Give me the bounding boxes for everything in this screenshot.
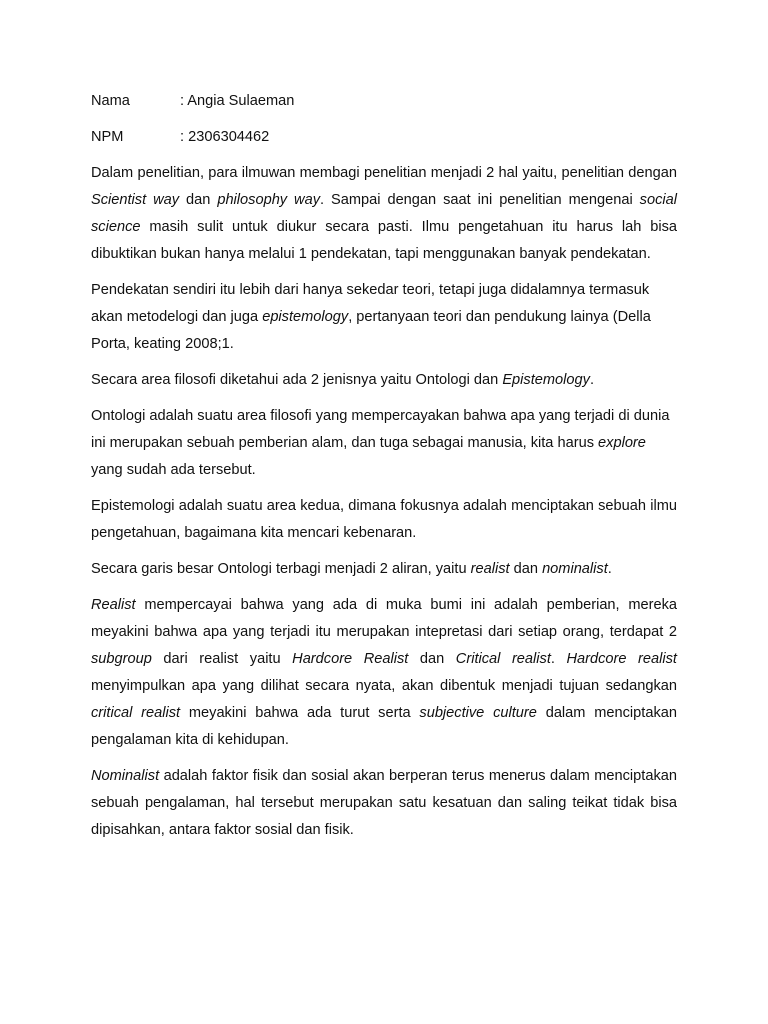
name-row — [91, 88, 677, 115]
italic-text: critical realist — [91, 705, 181, 721]
paragraph-list — [91, 160, 677, 844]
italic-text: epistemology — [262, 309, 349, 325]
name-label: Nama — [91, 93, 130, 109]
italic-text: subjective culture — [419, 705, 537, 721]
paragraph-text: Secara garis besar Ontologi terbagi menjadi 2 aliran, yaitu — [91, 561, 471, 577]
paragraph-text: Dalam penelitian, para ilmuwan membagi penelitian menjadi 2 hal yaitu, penelitian dengan — [91, 165, 677, 181]
paragraph-text: dan — [408, 651, 456, 667]
italic-text: nominalist — [542, 561, 608, 577]
italic-text: Critical realist — [455, 651, 551, 667]
body-paragraph — [91, 556, 677, 583]
paragraph-text: dan — [179, 192, 218, 208]
paragraph-text: menyimpulkan apa yang dilihat secara nyata, akan dibentuk menjadi tujuan sedangkan — [91, 678, 677, 694]
body-paragraph — [91, 403, 677, 484]
paragraph-text: dari realist yaitu — [151, 651, 293, 667]
italic-text: social science — [91, 192, 677, 235]
paragraph-text: Epistemologi adalah suatu area kedua, dimana fokusnya adalah menciptakan sebuah ilmu pengetahuan, bagaimana kita mencari kebenaran. — [91, 498, 677, 541]
name-value: : Angia Sulaeman — [180, 93, 295, 109]
paragraph-text: . — [550, 651, 567, 667]
npm-row — [91, 124, 677, 151]
paragraph-text: adalah faktor fisik dan sosial akan berperan terus menerus dalam menciptakan sebuah pengalaman, hal tersebut merupakan satu kesatuan dan saling teikat tidak bisa dipisahkan, antara faktor sosial dan fisik. — [91, 768, 677, 838]
body-paragraph — [91, 592, 677, 754]
paragraph-text: yang sudah ada tersebut. — [91, 462, 256, 478]
body-paragraph — [91, 493, 677, 547]
body-paragraph — [91, 367, 677, 394]
paragraph-text: dalam menciptakan pengalaman kita di kehidupan. — [91, 705, 677, 748]
italic-text: Epistemology — [502, 372, 590, 388]
paragraph-text: Pendekatan sendiri itu lebih dari hanya sekedar teori, tetapi juga didalamnya termasuk akan metodelogi dan juga — [91, 282, 650, 325]
italic-text: Realist — [91, 597, 136, 613]
npm-value: : 2306304462 — [180, 129, 270, 145]
body-paragraph — [91, 763, 677, 844]
paragraph-text: meyakini bahwa ada turut serta — [180, 705, 420, 721]
paragraph-text: mempercayai bahwa yang ada di muka bumi ini adalah pemberian, mereka meyakini bahwa apa yang terjadi itu merupakan intepretasi dari setiap orang, terdapat 2 — [91, 597, 677, 640]
paragraph-text: dan — [509, 561, 543, 577]
paragraph-text: . — [607, 561, 612, 577]
italic-text: Hardcore Realist — [292, 651, 409, 667]
italic-text: philosophy way — [217, 192, 321, 208]
paragraph-text: , pertanyaan teori dan pendukung lainya (Della Porta, keating 2008;1. — [91, 309, 651, 352]
npm-label: NPM — [91, 129, 124, 145]
italic-text: explore — [598, 435, 646, 451]
paragraph-text: masih sulit untuk diukur secara pasti. Ilmu pengetahuan itu harus lah bisa dibuktikan bukan hanya melalui 1 pendekatan, tapi menggunakan banyak pendekatan. — [91, 219, 677, 262]
italic-text: Scientist way — [91, 192, 180, 208]
italic-text: Hardcore realist — [566, 651, 677, 667]
document-body — [91, 88, 677, 853]
body-paragraph — [91, 160, 677, 268]
italic-text: realist — [470, 561, 510, 577]
paragraph-text: . Sampai dengan saat ini penelitian mengenai — [320, 192, 640, 208]
paragraph-text: Ontologi adalah suatu area filosofi yang mempercayakan bahwa apa yang terjadi di dunia ini merupakan sebuah pemberian alam, dan tuga sebagai manusia, kita harus — [91, 408, 670, 451]
paragraph-text: Secara area filosofi diketahui ada 2 jenisnya yaitu Ontologi dan — [91, 372, 503, 388]
italic-text: subgroup — [91, 651, 152, 667]
italic-text: Nominalist — [91, 768, 160, 784]
body-paragraph — [91, 277, 677, 358]
paragraph-text: . — [589, 372, 594, 388]
